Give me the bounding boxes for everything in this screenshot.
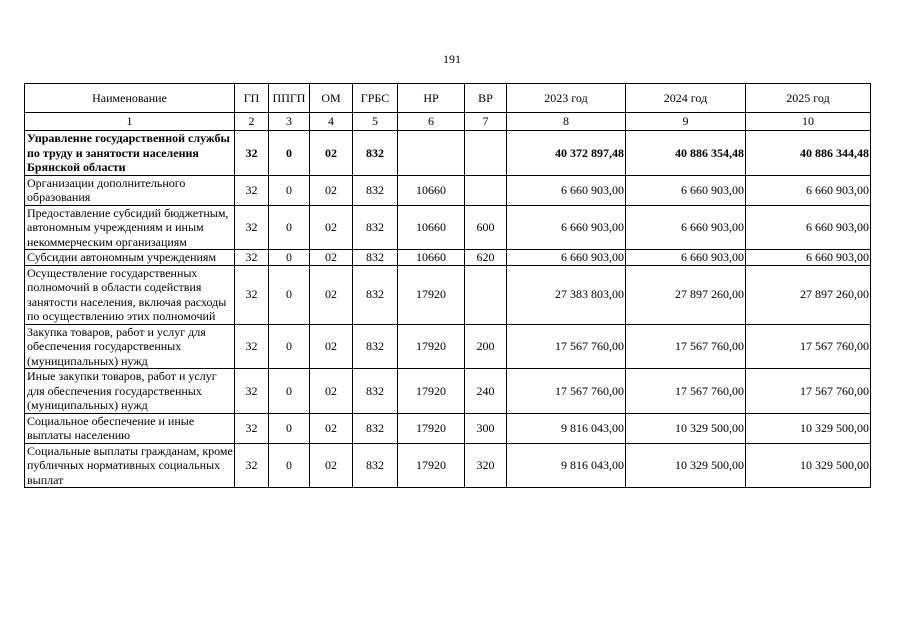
cell-nr: 17920 bbox=[398, 265, 465, 324]
row-name: Осуществление государственных полномочий в области содействия занятости населения, включая расходы по осуществлению этих полномочий bbox=[25, 265, 235, 324]
cell-2023: 6 660 903,00 bbox=[507, 250, 626, 266]
cell-vr bbox=[465, 175, 507, 205]
cell-2024: 6 660 903,00 bbox=[626, 175, 746, 205]
row-name: Социальные выплаты гражданам, кроме публичных нормативных социальных выплат bbox=[25, 443, 235, 488]
column-number: 9 bbox=[626, 113, 746, 131]
column-number: 3 bbox=[269, 113, 310, 131]
cell-nr: 17920 bbox=[398, 324, 465, 369]
cell-vr: 200 bbox=[465, 324, 507, 369]
row-name: Социальное обеспечение и иные выплаты населению bbox=[25, 413, 235, 443]
page-number: 191 bbox=[443, 52, 461, 66]
cell-2025: 10 329 500,00 bbox=[746, 443, 871, 488]
cell-gp: 32 bbox=[235, 324, 269, 369]
table-row bbox=[25, 131, 871, 176]
table-row bbox=[25, 413, 871, 443]
cell-2023: 17 567 760,00 bbox=[507, 369, 626, 414]
cell-vr: 240 bbox=[465, 369, 507, 414]
cell-gp: 32 bbox=[235, 175, 269, 205]
column-number: 2 bbox=[235, 113, 269, 131]
cell-2024: 10 329 500,00 bbox=[626, 443, 746, 488]
cell-2025: 40 886 344,48 bbox=[746, 131, 871, 176]
cell-vr: 300 bbox=[465, 413, 507, 443]
cell-2023: 6 660 903,00 bbox=[507, 205, 626, 250]
column-number: 8 bbox=[507, 113, 626, 131]
cell-2024: 6 660 903,00 bbox=[626, 250, 746, 266]
col-header-2023: 2023 год bbox=[507, 84, 626, 113]
cell-2025: 17 567 760,00 bbox=[746, 324, 871, 369]
cell-ppgp: 0 bbox=[269, 205, 310, 250]
cell-vr bbox=[465, 131, 507, 176]
cell-2023: 9 816 043,00 bbox=[507, 413, 626, 443]
cell-om: 02 bbox=[310, 250, 353, 266]
column-number-row bbox=[25, 113, 871, 131]
cell-gp: 32 bbox=[235, 250, 269, 266]
cell-2023: 40 372 897,48 bbox=[507, 131, 626, 176]
cell-2024: 6 660 903,00 bbox=[626, 205, 746, 250]
row-name: Управление государственной службы по труду и занятости населения Брянской области bbox=[25, 131, 235, 176]
cell-2023: 6 660 903,00 bbox=[507, 175, 626, 205]
cell-om: 02 bbox=[310, 369, 353, 414]
cell-ppgp: 0 bbox=[269, 443, 310, 488]
table-row bbox=[25, 265, 871, 324]
cell-gp: 32 bbox=[235, 265, 269, 324]
col-header-nr: НР bbox=[398, 84, 465, 113]
cell-vr: 620 bbox=[465, 250, 507, 266]
table-row bbox=[25, 175, 871, 205]
cell-om: 02 bbox=[310, 265, 353, 324]
cell-2025: 17 567 760,00 bbox=[746, 369, 871, 414]
row-name: Закупка товаров, работ и услуг для обеспечения государственных (муниципальных) нужд bbox=[25, 324, 235, 369]
col-header-gp: ГП bbox=[235, 84, 269, 113]
cell-2024: 27 897 260,00 bbox=[626, 265, 746, 324]
cell-nr: 17920 bbox=[398, 369, 465, 414]
table-row bbox=[25, 369, 871, 414]
cell-2025: 6 660 903,00 bbox=[746, 175, 871, 205]
cell-om: 02 bbox=[310, 131, 353, 176]
cell-ppgp: 0 bbox=[269, 265, 310, 324]
cell-ppgp: 0 bbox=[269, 369, 310, 414]
table-row bbox=[25, 250, 871, 266]
column-number: 1 bbox=[25, 113, 235, 131]
cell-nr: 10660 bbox=[398, 175, 465, 205]
cell-ppgp: 0 bbox=[269, 250, 310, 266]
table-row bbox=[25, 443, 871, 488]
cell-vr: 600 bbox=[465, 205, 507, 250]
cell-nr bbox=[398, 131, 465, 176]
cell-grbs: 832 bbox=[353, 443, 398, 488]
cell-2025: 6 660 903,00 bbox=[746, 205, 871, 250]
cell-ppgp: 0 bbox=[269, 413, 310, 443]
cell-gp: 32 bbox=[235, 413, 269, 443]
col-header-ppgp: ППГП bbox=[269, 84, 310, 113]
cell-2023: 9 816 043,00 bbox=[507, 443, 626, 488]
cell-2024: 17 567 760,00 bbox=[626, 369, 746, 414]
col-header-om: ОМ bbox=[310, 84, 353, 113]
col-header-2025: 2025 год bbox=[746, 84, 871, 113]
col-header-vr: ВР bbox=[465, 84, 507, 113]
cell-vr bbox=[465, 265, 507, 324]
column-number: 10 bbox=[746, 113, 871, 131]
cell-grbs: 832 bbox=[353, 265, 398, 324]
cell-om: 02 bbox=[310, 205, 353, 250]
row-name: Организации дополнительного образования bbox=[25, 175, 235, 205]
col-header-grbs: ГРБС bbox=[353, 84, 398, 113]
cell-gp: 32 bbox=[235, 205, 269, 250]
cell-grbs: 832 bbox=[353, 324, 398, 369]
column-number: 4 bbox=[310, 113, 353, 131]
cell-gp: 32 bbox=[235, 131, 269, 176]
cell-gp: 32 bbox=[235, 443, 269, 488]
cell-2025: 27 897 260,00 bbox=[746, 265, 871, 324]
cell-ppgp: 0 bbox=[269, 324, 310, 369]
cell-grbs: 832 bbox=[353, 131, 398, 176]
cell-grbs: 832 bbox=[353, 205, 398, 250]
cell-om: 02 bbox=[310, 175, 353, 205]
cell-gp: 32 bbox=[235, 369, 269, 414]
cell-ppgp: 0 bbox=[269, 175, 310, 205]
cell-nr: 17920 bbox=[398, 413, 465, 443]
row-name: Предоставление субсидий бюджетным, автономным учреждениям и иным некоммерческим организациям bbox=[25, 205, 235, 250]
cell-nr: 10660 bbox=[398, 205, 465, 250]
row-name: Субсидии автономным учреждениям bbox=[25, 250, 235, 266]
cell-2025: 10 329 500,00 bbox=[746, 413, 871, 443]
col-header-2024: 2024 год bbox=[626, 84, 746, 113]
column-number: 6 bbox=[398, 113, 465, 131]
cell-2025: 6 660 903,00 bbox=[746, 250, 871, 266]
cell-om: 02 bbox=[310, 413, 353, 443]
cell-nr: 10660 bbox=[398, 250, 465, 266]
cell-ppgp: 0 bbox=[269, 131, 310, 176]
column-number: 5 bbox=[353, 113, 398, 131]
cell-grbs: 832 bbox=[353, 369, 398, 414]
header-row bbox=[25, 84, 871, 113]
budget-table bbox=[24, 83, 871, 488]
cell-grbs: 832 bbox=[353, 175, 398, 205]
cell-2023: 17 567 760,00 bbox=[507, 324, 626, 369]
column-number: 7 bbox=[465, 113, 507, 131]
cell-om: 02 bbox=[310, 324, 353, 369]
cell-2024: 40 886 354,48 bbox=[626, 131, 746, 176]
cell-2024: 10 329 500,00 bbox=[626, 413, 746, 443]
cell-vr: 320 bbox=[465, 443, 507, 488]
table-row bbox=[25, 324, 871, 369]
cell-nr: 17920 bbox=[398, 443, 465, 488]
cell-om: 02 bbox=[310, 443, 353, 488]
cell-2024: 17 567 760,00 bbox=[626, 324, 746, 369]
table-row bbox=[25, 205, 871, 250]
row-name: Иные закупки товаров, работ и услуг для обеспечения государственных (муниципальных) нужд bbox=[25, 369, 235, 414]
cell-2023: 27 383 803,00 bbox=[507, 265, 626, 324]
cell-grbs: 832 bbox=[353, 413, 398, 443]
col-header-name: Наименование bbox=[25, 84, 235, 113]
cell-grbs: 832 bbox=[353, 250, 398, 266]
